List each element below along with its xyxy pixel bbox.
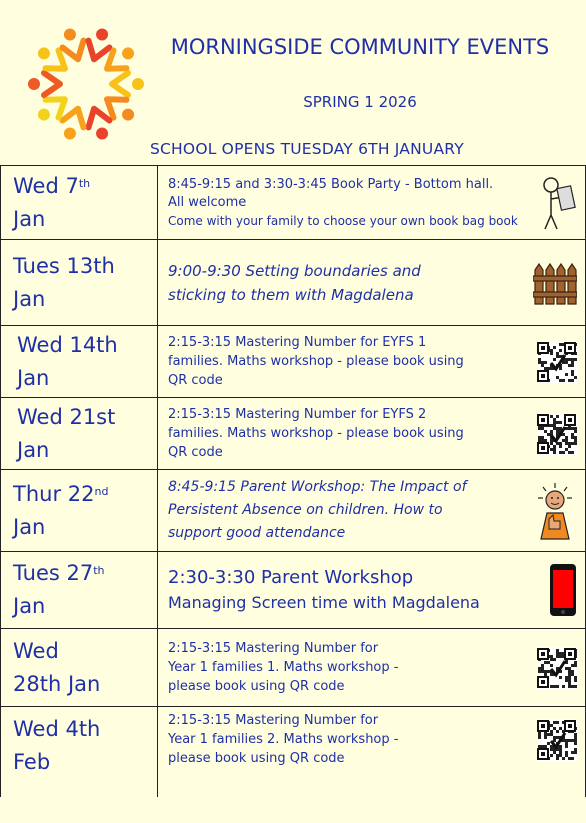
qr-code-icon (537, 413, 577, 455)
events-table (0, 165, 586, 797)
event-description: 2:15-3:15 Mastering Number for EYFS 2 families. Maths workshop - please book using QR code (158, 398, 586, 470)
event-date: Wed 28th Jan (1, 629, 158, 707)
table-row (1, 552, 586, 629)
qr-code-icon (537, 719, 577, 761)
reading-person-icon (537, 175, 577, 231)
event-date: Wed 7th Jan (1, 166, 158, 240)
table-row (1, 326, 586, 398)
table-row (1, 398, 586, 470)
event-description: 8:45-9:15 Parent Workshop: The Impact of Persistent Absence on children. How to support good attendance (158, 470, 586, 552)
school-opens-notice: SCHOOL OPENS TUESDAY 6TH JANUARY (150, 140, 464, 158)
qr-code-icon (537, 647, 577, 689)
phone-icon (549, 563, 577, 617)
event-description: 2:15-3:15 Mastering Number for Year 1 families 2. Maths workshop - please book using QR code (158, 707, 586, 797)
event-date: Wed 4th Feb (1, 707, 158, 797)
page-subtitle: SPRING 1 2026 (303, 93, 417, 111)
table-row (1, 629, 586, 707)
event-description: 8:45-9:15 and 3:30-3:45 Book Party - Bottom hall. All welcome Come with your family to choose your own book bag book (158, 166, 586, 240)
page-title: MORNINGSIDE COMMUNITY EVENTS (170, 35, 550, 59)
event-date: Wed 21st Jan (1, 398, 158, 470)
event-date: Thur 22nd Jan (1, 470, 158, 552)
thumbs-up-person-icon (533, 481, 577, 541)
header (0, 0, 586, 168)
fence-icon (533, 260, 577, 306)
event-date: Wed 14th Jan (1, 326, 158, 398)
qr-code-icon (537, 341, 577, 383)
event-date: Tues 27th Jan (1, 552, 158, 629)
event-description: 2:30-3:30 Parent Workshop Managing Screen time with Magdalena (158, 552, 586, 629)
community-logo-icon (22, 24, 150, 144)
event-description: 2:15-3:15 Mastering Number for Year 1 families 1. Maths workshop - please book using QR code (158, 629, 586, 707)
table-row (1, 240, 586, 326)
event-date: Tues 13th Jan (1, 240, 158, 326)
event-description: 2:15-3:15 Mastering Number for EYFS 1 families. Maths workshop - please book using QR code (158, 326, 586, 398)
table-row (1, 166, 586, 240)
table-row (1, 470, 586, 552)
table-row (1, 707, 586, 797)
event-description: 9:00-9:30 Setting boundaries and sticking to them with Magdalena (158, 240, 586, 326)
